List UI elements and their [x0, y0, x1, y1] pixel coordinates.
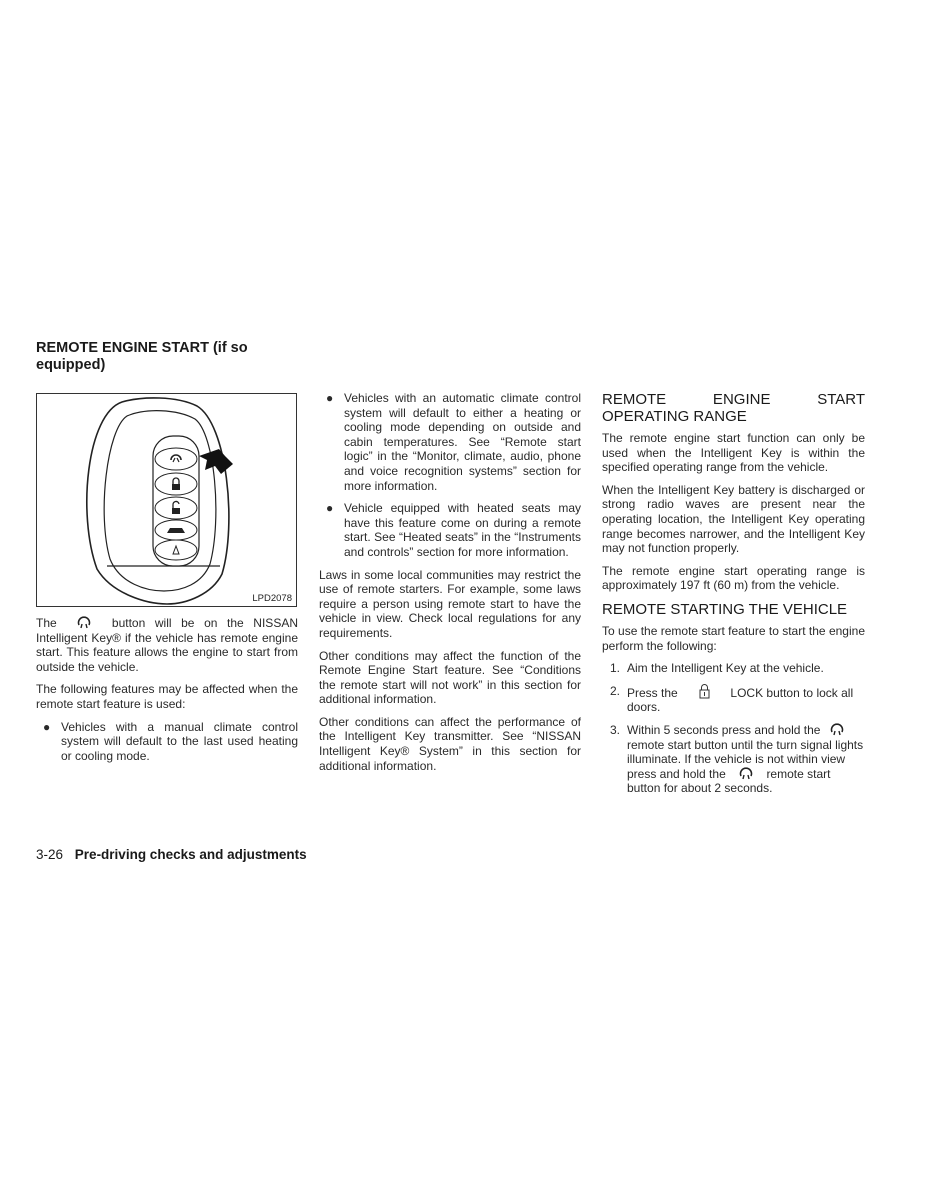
chapter-title: Pre-driving checks and adjustments: [74, 847, 307, 862]
performance-paragraph: Other conditions can affect the performance of the Intelligent Key transmitter. See “NISSAN Intelligent Key® System” in this section for additional information.: [319, 714, 581, 773]
intro-paragraph: [36, 616, 298, 674]
bullet-text: Vehicles with a manual climate control system will default to the last used heating or cooling mode.: [61, 719, 298, 763]
step-item: [602, 684, 865, 715]
bullet-dot-icon: ●: [43, 719, 51, 734]
remote-start-icon: [824, 723, 850, 737]
key-fob-figure: [36, 393, 297, 607]
bullet-text: Vehicle equipped with heated seats may have this feature come on during a remote start. See “Heated seats” in the “Instruments and controls” section for more information.: [344, 501, 581, 559]
bullet-text: Vehicles with an automatic climate control system will default to either a heating or cooling mode depending on outside and cabin temperatures. See “Remote start logic” in the “Monitor, climate, audio, phone and voice recognition systems” section for more information.: [344, 391, 581, 493]
page-footer: [36, 847, 307, 862]
step-text: Aim the Intelligent Key at the vehicle.: [627, 661, 824, 676]
step-text-a: Within 5 seconds press and hold the: [627, 722, 821, 737]
list-item: [36, 720, 298, 764]
column-1: [36, 616, 298, 771]
step-text-pre: Press the: [627, 685, 678, 700]
lock-icon: [681, 684, 727, 700]
step-text-post: LOCK button to lock all doors.: [627, 685, 854, 715]
features-intro: The following features may be affected when the remote start feature is used:: [36, 682, 298, 711]
conditions-paragraph: Other conditions may affect the function of the Remote Engine Start feature. See “Conditions the remote start will not work” in this section for additional information.: [319, 648, 581, 707]
intro-post: button will be on the NISSAN Intelligent Key® if the vehicle has remote engine start. This feature allows the engine to start from outside the vehicle.: [36, 616, 298, 674]
range-paragraph-1: The remote engine start function can only be used when the Intelligent Key is within the specified operating range from the vehicle.: [602, 431, 865, 475]
remote-start-icon: [66, 616, 102, 630]
step-text-c: remote start button for about 2 seconds.: [627, 766, 831, 796]
range-paragraph-2: When the Intelligent Key battery is discharged or strong radio waves are present near the operating location, the Intelligent Key operating range becomes narrower, and the Intelligent Key may not function properly.: [602, 482, 865, 556]
bullet-dot-icon: ●: [326, 391, 334, 405]
section-title: REMOTE ENGINE START (if so equipped): [36, 340, 248, 373]
step-text-b: remote start button until the turn signal lights illuminate. If the vehicle is not within view press and hold the: [627, 737, 864, 781]
figure-label: LPD2078: [252, 593, 292, 604]
key-fob-illustration: [37, 394, 296, 606]
laws-paragraph: Laws in some local communities may restrict the use of remote starters. For example, some laws require a person using remote start to have the vehicle in view. Check local regulations for any requirements.: [319, 567, 581, 640]
step-number: 2.: [610, 683, 621, 698]
remote-start-icon: [729, 767, 763, 781]
procedure-intro: To use the remote start feature to start the engine perform the following:: [602, 623, 865, 653]
list-item: [319, 391, 581, 493]
list-item: [319, 501, 581, 559]
bullet-dot-icon: ●: [326, 501, 334, 516]
remote-starting-heading: REMOTE STARTING THE VEHICLE: [602, 600, 848, 618]
operating-range-heading: REMOTE ENGINE START OPERATING RANGE: [602, 391, 865, 425]
step-number: 1.: [610, 661, 621, 676]
page-number: 3-26: [36, 847, 64, 862]
step-item: [602, 723, 865, 796]
range-paragraph-3: The remote engine start operating range is approximately 197 ft (60 m) from the vehicle.: [602, 563, 865, 593]
step-number: 3.: [610, 722, 621, 737]
intro-pre: The: [36, 616, 57, 630]
step-item: [602, 661, 865, 676]
column-3: [602, 391, 865, 804]
column-2: [319, 391, 581, 781]
